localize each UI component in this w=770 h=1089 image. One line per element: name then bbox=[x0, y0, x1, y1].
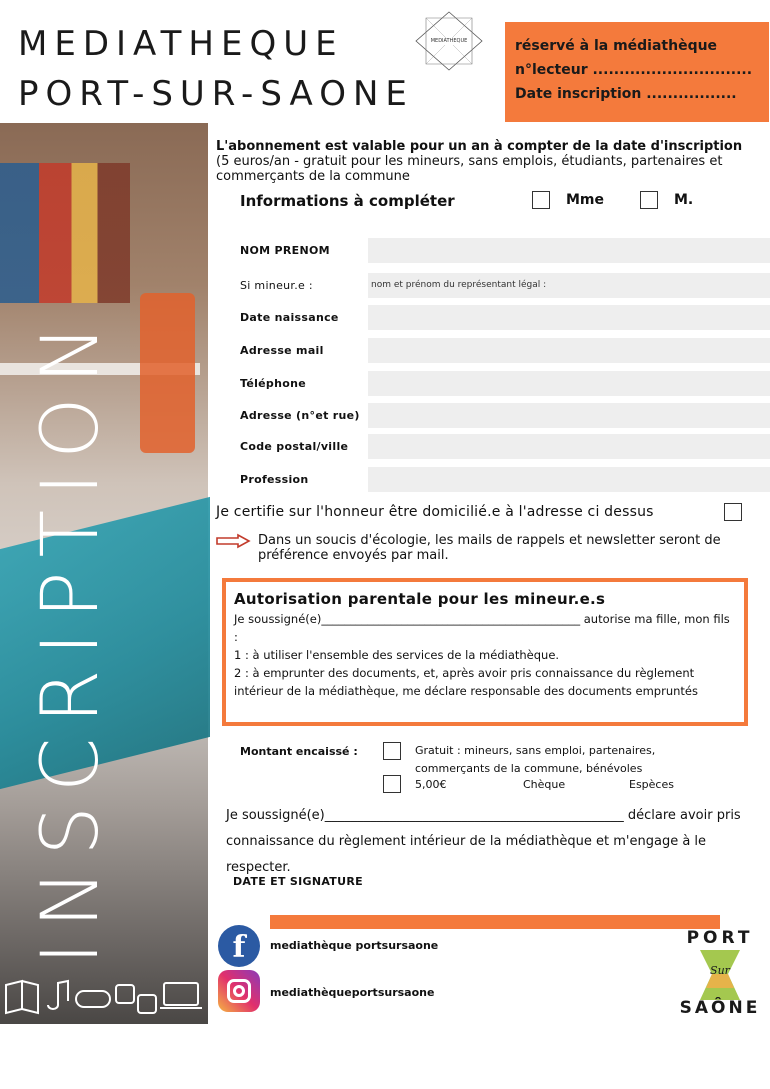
free-checkbox[interactable] bbox=[383, 742, 401, 760]
profession-field[interactable] bbox=[368, 467, 770, 492]
legal-guardian-hint: nom et prénom du représentant légal : bbox=[371, 280, 547, 290]
instagram-handle[interactable]: mediathèqueportsursaone bbox=[270, 986, 435, 999]
instagram-lens bbox=[233, 985, 245, 997]
facebook-icon: f bbox=[218, 925, 260, 967]
subscription-intro bbox=[216, 139, 756, 184]
dice-icon bbox=[116, 985, 134, 1003]
postcode-field[interactable] bbox=[368, 434, 770, 459]
library-address bbox=[14, 1035, 167, 1089]
email-field[interactable] bbox=[368, 338, 770, 363]
address-field[interactable] bbox=[368, 403, 770, 428]
logo-text: MEDIATHEQUE bbox=[430, 38, 468, 44]
inscription-vertical-title: INSCRIPTION bbox=[26, 311, 116, 965]
title-line1: MEDIATHEQUE bbox=[18, 24, 344, 64]
phone-label: Téléphone bbox=[240, 377, 306, 390]
name-field[interactable] bbox=[368, 238, 770, 263]
cash-option[interactable]: Espèces bbox=[629, 778, 674, 791]
sidebar-photo-panel bbox=[0, 123, 208, 1087]
legal-guardian-field[interactable] bbox=[368, 273, 770, 298]
date-signature-label: DATE ET SIGNATURE bbox=[233, 875, 363, 888]
activity-icons bbox=[4, 975, 208, 1015]
m-label: M. bbox=[674, 192, 694, 208]
profession-label: Profession bbox=[240, 473, 309, 486]
signature-bar bbox=[270, 915, 720, 929]
minor-label: Si mineur.e : bbox=[240, 279, 313, 292]
library-phone: 03.84.78.18.04 bbox=[14, 1072, 114, 1087]
ecology-note: Dans un soucis d'écologie, les mails de rappels et newsletter seront de préférence envoyés par mail. bbox=[258, 533, 721, 563]
parental-line1: Je soussigné(e)_____________________________________________ autorise ma fille, mon fils : bbox=[234, 612, 730, 644]
mme-label: Mme bbox=[566, 192, 605, 208]
mediatheque-logo bbox=[414, 10, 484, 72]
book-icon bbox=[6, 981, 38, 1013]
port-sur-saone-logo bbox=[672, 928, 768, 1020]
arrow-right-icon bbox=[216, 533, 250, 547]
amount-label: Montant encaissé : bbox=[240, 745, 358, 758]
parental-authorization-box bbox=[222, 578, 748, 726]
instagram-icon bbox=[218, 970, 260, 1012]
parental-title: Autorisation parentale pour les mineur.e.s bbox=[234, 590, 606, 608]
logo-saone: SAÔNE bbox=[679, 998, 761, 1018]
logo-sur: Sur bbox=[710, 964, 730, 977]
amount-value: 5,00€ bbox=[415, 778, 447, 791]
gamepad-icon bbox=[76, 991, 110, 1007]
free-line2: commerçants de la commune, bénévoles bbox=[415, 762, 643, 775]
info-heading: Informations à compléter bbox=[240, 192, 455, 210]
postcode-label: Code postal/ville bbox=[240, 440, 349, 453]
cheque-option[interactable]: Chèque bbox=[523, 778, 566, 791]
email-label: Adresse mail bbox=[240, 344, 324, 357]
residence-certification: Je certifie sur l'honneur être domicilié.e à l'adresse ci dessus bbox=[216, 504, 654, 520]
phone-field[interactable] bbox=[368, 371, 770, 396]
parental-line3: 2 : à emprunter des documents, et, après avoir pris connaissance du règlement intérieur de la médiathèque, me déclare responsable des documents empruntés bbox=[234, 666, 698, 698]
mme-checkbox[interactable] bbox=[532, 191, 550, 209]
free-description bbox=[415, 742, 655, 778]
paid-checkbox[interactable] bbox=[383, 775, 401, 793]
intro-rest: (5 euros/an - gratuit pour les mineurs, sans emplois, étudiants, partenaires et commerçants de la commune bbox=[216, 154, 723, 184]
birthdate-field[interactable] bbox=[368, 305, 770, 330]
declaration-text: Je soussigné(e)______________________________________________ déclare avoir pris connaissance du règlement intérieur de la médiathèque et m'engage à le respecter. bbox=[226, 808, 741, 875]
laptop-icon bbox=[164, 983, 198, 1005]
address-street: 17 Rue Gilberte Lavaire bbox=[14, 1036, 168, 1051]
reserved-box bbox=[505, 22, 769, 122]
reader-number-line: n°lecteur .............................. bbox=[515, 62, 753, 78]
dice-icon-2 bbox=[138, 995, 156, 1013]
certify-checkbox[interactable] bbox=[724, 503, 742, 521]
registration-date-line: Date inscription ................. bbox=[515, 86, 737, 102]
reserved-label: réservé à la médiathèque bbox=[515, 38, 718, 54]
music-note-icon bbox=[48, 981, 68, 1009]
address-label: Adresse (n°et rue) bbox=[240, 409, 360, 422]
name-label: NOM PRENOM bbox=[240, 244, 330, 257]
facebook-handle[interactable]: mediathèque portsursaone bbox=[270, 939, 439, 952]
intro-bold: L'abonnement est valable pour un an à compter de la date d'inscription bbox=[216, 139, 743, 154]
free-line1: Gratuit : mineurs, sans emploi, partenaires, bbox=[415, 744, 656, 757]
chair-image bbox=[140, 293, 195, 453]
birthdate-label: Date naissance bbox=[240, 311, 339, 324]
m-checkbox[interactable] bbox=[640, 191, 658, 209]
logo-port: PORT bbox=[686, 928, 754, 948]
address-city: 70170 Port-sur-Saône bbox=[14, 1054, 155, 1069]
parental-text bbox=[234, 610, 736, 700]
parental-line2: 1 : à utiliser l'ensemble des services de la médiathèque. bbox=[234, 648, 560, 662]
title-line2: PORT-SUR-SAONE bbox=[18, 74, 414, 114]
